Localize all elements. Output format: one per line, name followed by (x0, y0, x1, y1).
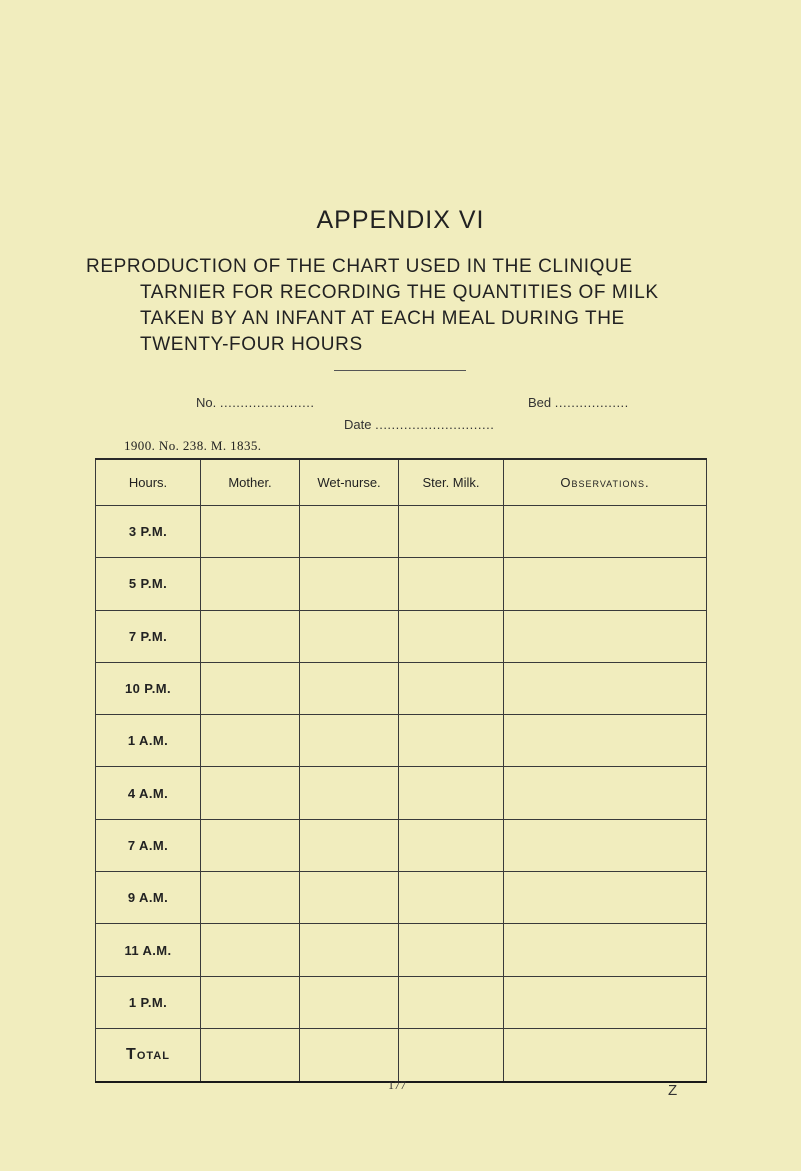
hour-cell: 1 P.M. (96, 976, 201, 1028)
mother-cell (201, 819, 300, 871)
table-row (96, 819, 707, 871)
ster-milk-cell (399, 767, 504, 819)
wet-nurse-cell (300, 610, 399, 662)
ster-milk-cell (399, 506, 504, 558)
table-row (96, 872, 707, 924)
ster-milk-total-cell (399, 1028, 504, 1082)
wet-nurse-cell (300, 819, 399, 871)
wet-nurse-cell (300, 662, 399, 714)
mother-cell (201, 610, 300, 662)
header-ster-milk: Ster. Milk. (399, 459, 504, 506)
date-blank: ............................. (375, 417, 495, 432)
bed-label: Bed (528, 395, 552, 410)
hour-cell: 1 A.M. (96, 715, 201, 767)
hour-cell: 10 P.M. (96, 662, 201, 714)
observations-cell (504, 715, 707, 767)
ster-milk-cell (399, 924, 504, 976)
table-row (96, 610, 707, 662)
mother-cell (201, 506, 300, 558)
observations-total-cell (504, 1028, 707, 1082)
hour-cell: 5 P.M. (96, 558, 201, 610)
description-line-4: TWENTY-FOUR HOURS (140, 334, 363, 355)
observations-cell (504, 924, 707, 976)
wet-nurse-cell (300, 767, 399, 819)
ster-milk-cell (399, 715, 504, 767)
mother-cell (201, 767, 300, 819)
observations-cell (504, 506, 707, 558)
table-row (96, 715, 707, 767)
ster-milk-cell (399, 819, 504, 871)
hour-cell: 11 A.M. (96, 924, 201, 976)
wet-nurse-cell (300, 924, 399, 976)
hour-cell: 7 P.M. (96, 610, 201, 662)
date-field (344, 417, 494, 432)
observations-cell (504, 872, 707, 924)
hour-cell: 9 A.M. (96, 872, 201, 924)
feeding-chart-table (95, 458, 707, 1083)
date-label: Date (344, 417, 372, 432)
wet-nurse-cell (300, 506, 399, 558)
mother-cell (201, 924, 300, 976)
table-row (96, 924, 707, 976)
page-number: 177 (388, 1078, 406, 1092)
observations-cell (504, 558, 707, 610)
description-line-2: TARNIER FOR RECORDING THE QUANTITIES OF MILK (140, 282, 659, 303)
page-title: APPENDIX VI (316, 206, 485, 234)
observations-cell (504, 976, 707, 1028)
ster-milk-cell (399, 558, 504, 610)
hour-cell: 4 A.M. (96, 767, 201, 819)
table-total-row (96, 1028, 707, 1082)
chart-description (86, 254, 766, 358)
number-label: No. (196, 395, 217, 410)
mother-cell (201, 715, 300, 767)
header-wet-nurse: Wet-nurse. (300, 459, 399, 506)
header-hours: Hours. (96, 459, 201, 506)
table-row (96, 767, 707, 819)
header-mother: Mother. (201, 459, 300, 506)
description-line-1: REPRODUCTION OF THE CHART USED IN THE CLINIQUE (86, 256, 633, 277)
section-divider (334, 370, 466, 371)
mother-cell (201, 976, 300, 1028)
ster-milk-cell (399, 872, 504, 924)
wet-nurse-cell (300, 715, 399, 767)
total-label: Total (96, 1028, 201, 1082)
wet-nurse-cell (300, 558, 399, 610)
table-row (96, 662, 707, 714)
table-header-row (96, 459, 707, 506)
number-blank: ....................... (219, 395, 315, 410)
mother-total-cell (201, 1028, 300, 1082)
wet-nurse-cell (300, 872, 399, 924)
header-observations: Observations. (504, 459, 707, 506)
hour-cell: 3 P.M. (96, 506, 201, 558)
observations-cell (504, 767, 707, 819)
hour-cell: 7 A.M. (96, 819, 201, 871)
signature-mark: Z (668, 1082, 678, 1099)
mother-cell (201, 662, 300, 714)
reference-number: 1900. No. 238. M. 1835. (124, 438, 262, 453)
ster-milk-cell (399, 662, 504, 714)
table-row (96, 558, 707, 610)
table-row (96, 506, 707, 558)
observations-cell (504, 819, 707, 871)
description-line-3: TAKEN BY AN INFANT AT EACH MEAL DURING THE (140, 308, 625, 329)
wet-nurse-cell (300, 976, 399, 1028)
ster-milk-cell (399, 610, 504, 662)
mother-cell (201, 872, 300, 924)
bed-blank: .................. (554, 395, 629, 410)
observations-cell (504, 662, 707, 714)
bed-field (528, 395, 629, 410)
mother-cell (201, 558, 300, 610)
observations-cell (504, 610, 707, 662)
ster-milk-cell (399, 976, 504, 1028)
wet-nurse-total-cell (300, 1028, 399, 1082)
number-field (196, 395, 314, 410)
table-row (96, 976, 707, 1028)
